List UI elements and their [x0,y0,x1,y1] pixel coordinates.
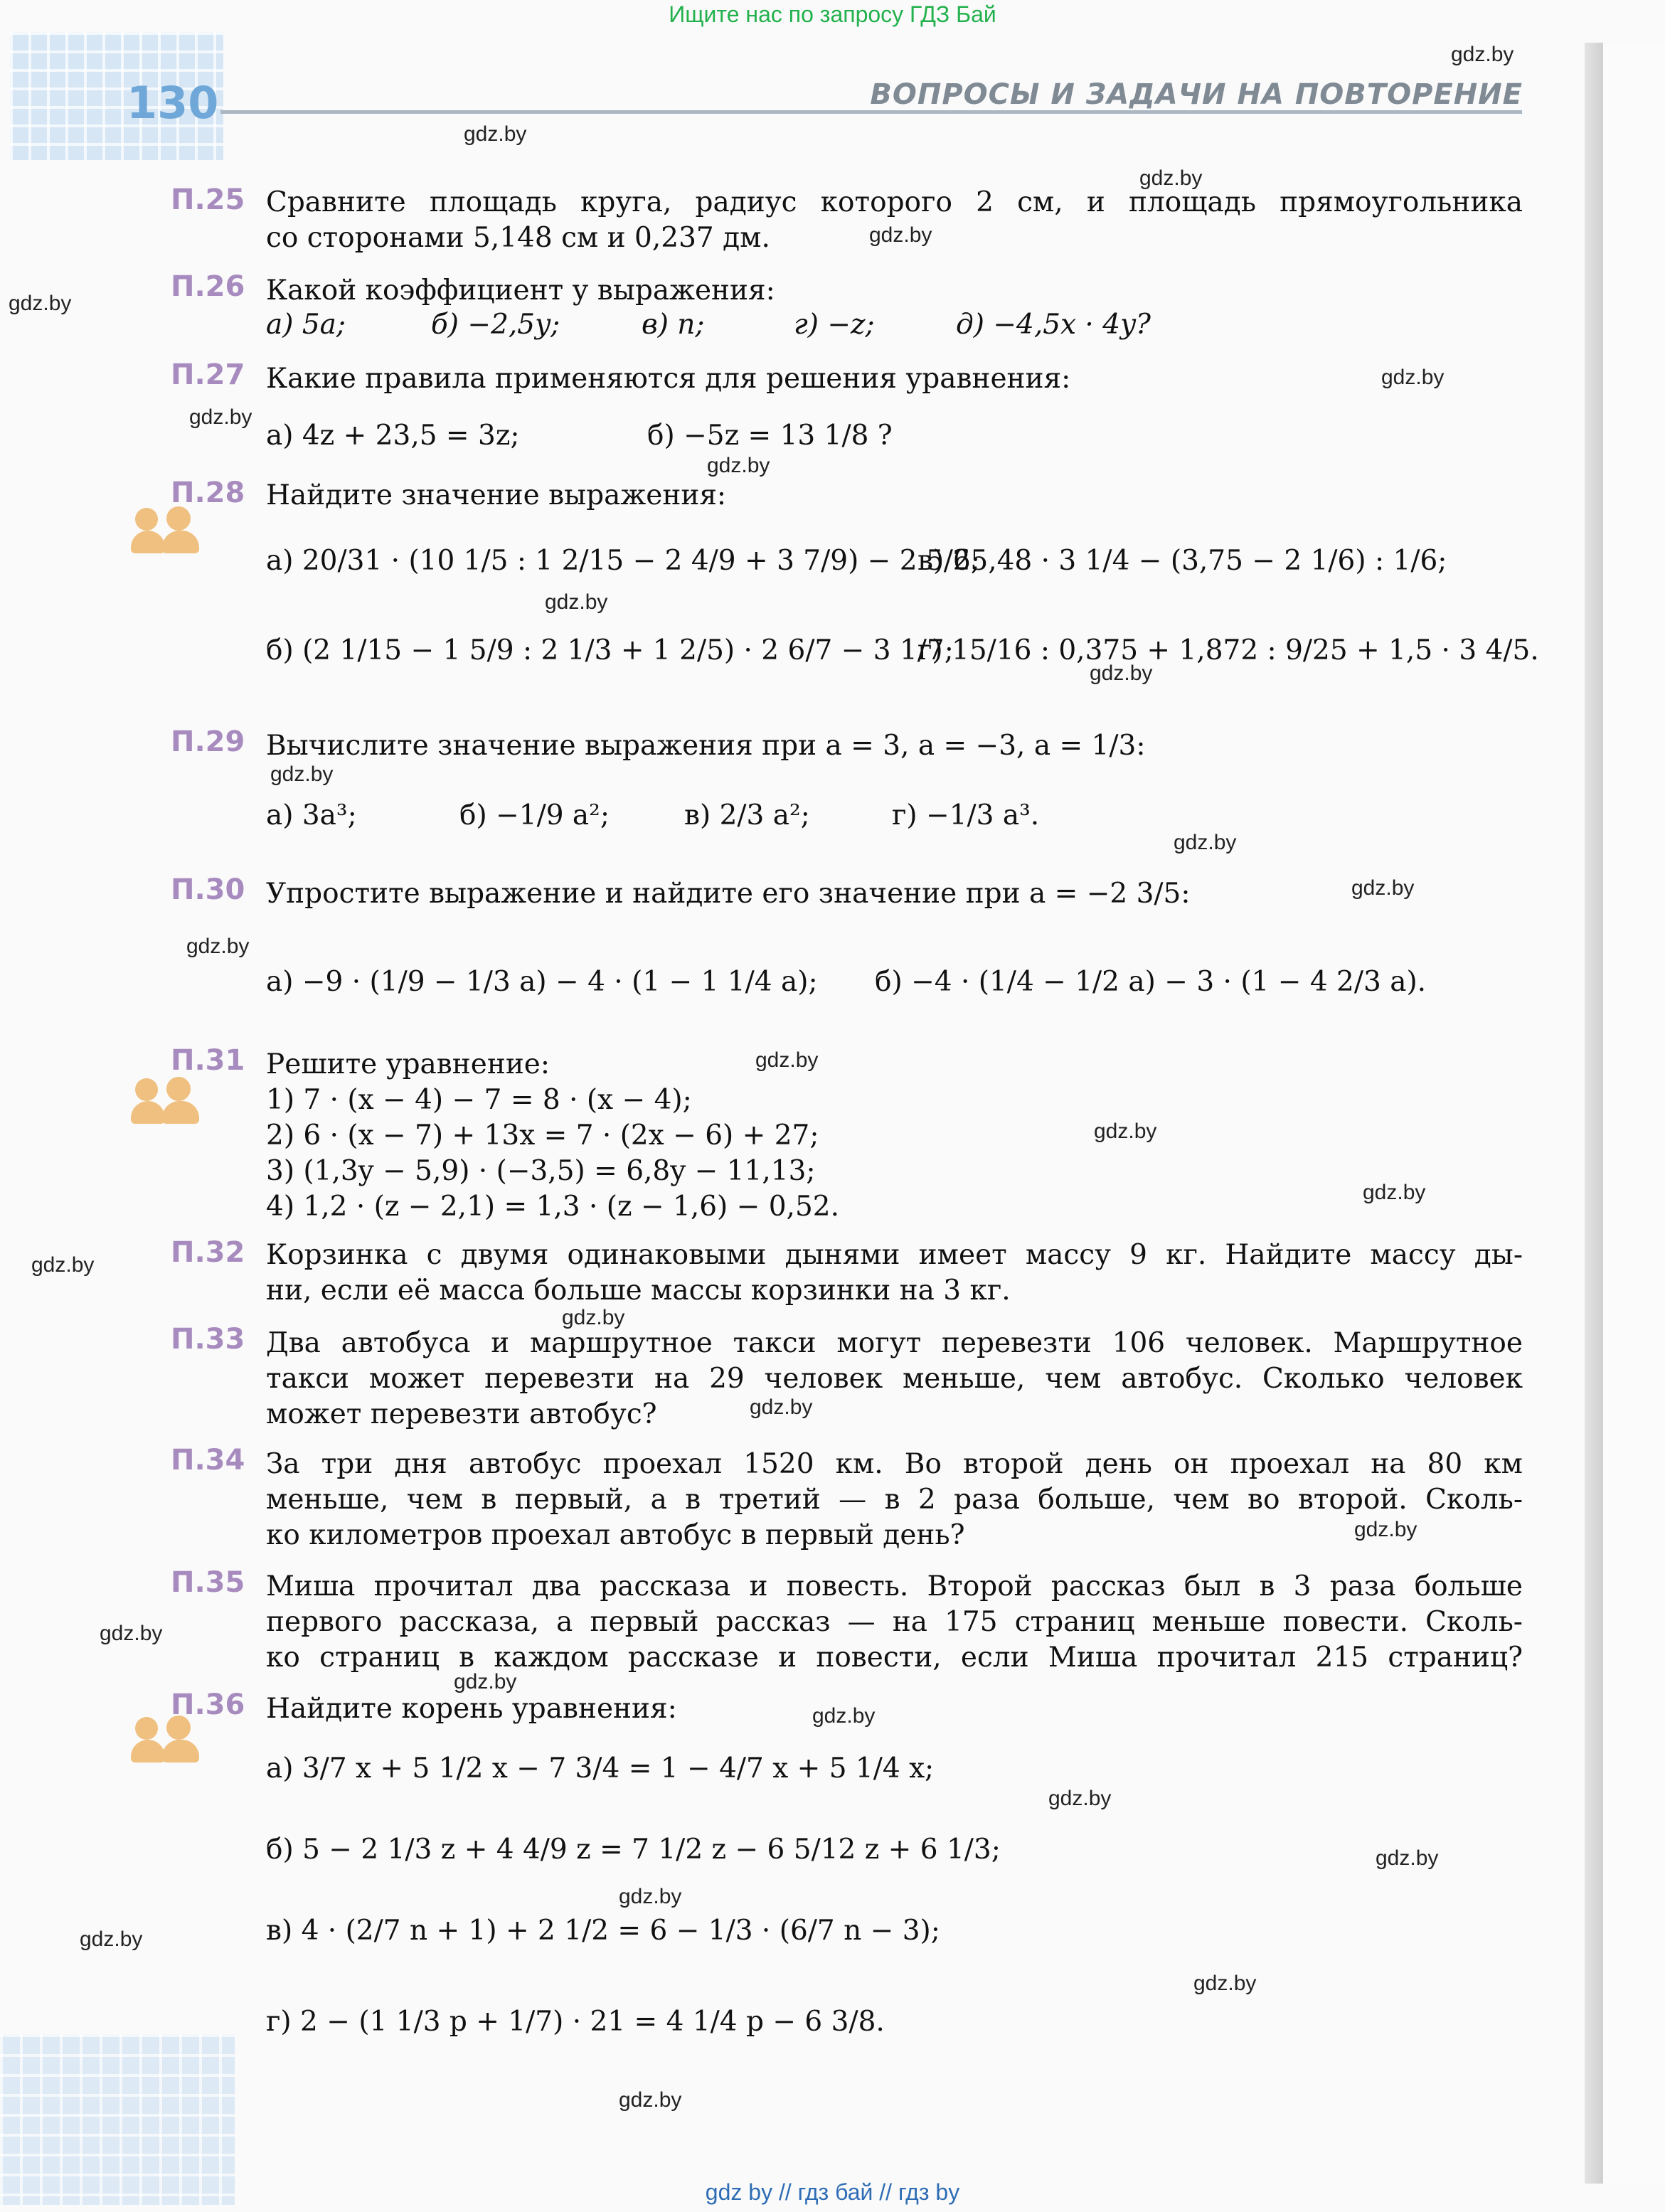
problem-text: может перевезти автобус? [266,1398,657,1430]
problem-text: Какие правила применяются для решения уравнения: [266,363,1071,395]
watermark: gdz.by [1094,1120,1157,1143]
problem-number: П.27 [171,358,245,391]
equation-3: 3) (1,3y − 5,9) · (−3,5) = 6,8y − 11,13; [266,1155,816,1187]
expression-b: б) (2 1/15 − 1 5/9 : 2 1/3 + 1 2/5) · 2 6/7 − 3 1/7; [266,634,954,666]
equation-a: а) 4z + 23,5 = 3z; [266,420,520,452]
problem-text: меньше, чем в первый, а в третий — в 2 раза больше, чем во второй. Сколь- [266,1484,1523,1516]
page-edge-shadow [1585,43,1603,2184]
bottom-note: gdz by // гдз бай // гдз by [705,2179,960,2205]
problem-number: П.31 [171,1044,245,1077]
problem-text: Найдите корень уравнения: [266,1693,677,1725]
problem-text: Корзинка с двумя одинаковыми дынями имеет массу 9 кг. Найдите массу ды- [266,1239,1523,1271]
problem-number: П.34 [171,1444,245,1477]
watermark: gdz.by [1174,831,1237,854]
top-note: Ищите нас по запросу ГДЗ Бай [669,1,996,27]
watermark: gdz.by [812,1704,876,1728]
problem-text: со сторонами 5,148 см и 0,237 дм. [266,222,770,254]
watermark: gdz.by [454,1670,517,1693]
watermark: gdz.by [1451,43,1514,66]
equation-a: а) 3/7 x + 5 1/2 x − 7 3/4 = 1 − 4/7 x + 5 1/4 x; [266,1753,935,1785]
problem-text: Найдите значение выражения: [266,479,727,511]
problem-text: Решите уравнение: [266,1048,550,1080]
equation-b: б) −5z = 13 1/8 ? [647,420,893,452]
page-header: ВОПРОСЫ И ЗАДАЧИ НА ПОВТОРЕНИЕ [870,78,1523,111]
watermark: gdz.by [1193,1972,1257,1995]
watermark: gdz.by [1351,876,1415,900]
option-c: в) 2/3 a²; [684,799,810,831]
watermark: gdz.by [1376,1846,1439,1870]
problem-number: П.26 [171,270,245,303]
problem-number: П.36 [171,1689,245,1721]
problem-text: За три дня автобус проехал 1520 км. Во второй день он проехал на 80 км [266,1448,1523,1480]
watermark: gdz.by [1354,1518,1417,1541]
option-c: в) n; [642,309,705,341]
problem-number: П.35 [171,1566,245,1599]
option-b: б) −2,5y; [431,309,560,341]
watermark: gdz.by [270,762,334,786]
watermark: gdz.by [189,405,252,429]
expression-a: а) −9 · (1/9 − 1/3 a) − 4 · (1 − 1 1/4 a); [266,966,818,998]
watermark: gdz.by [464,122,527,146]
problem-text: Два автобуса и маршрутное такси могут перевезти 106 человек. Маршрутное [266,1327,1523,1359]
problem-text: ко страниц в каждом рассказе и повести, если Миша прочитал 215 страниц? [266,1642,1523,1674]
watermark: gdz.by [1139,166,1203,190]
problem-text: ко километров проехал автобус в первый день? [266,1519,965,1551]
problem-text: Сравните площадь круга, радиус которого 2 см, и площадь прямоугольника [266,186,1523,218]
watermark: gdz.by [31,1253,95,1277]
problem-number: П.29 [171,725,245,758]
watermark: gdz.by [619,1885,682,1908]
expression-b: б) −4 · (1/4 − 1/2 a) − 3 · (1 − 4 2/3 a). [875,966,1427,998]
watermark: gdz.by [1381,366,1445,389]
option-e: д) −4,5x · 4y? [956,309,1151,341]
problem-text: Вычислите значение выражения при a = 3, a = −3, a = 1/3: [266,730,1146,762]
group-work-icon [131,1074,202,1125]
equation-b: б) 5 − 2 1/3 z + 4 4/9 z = 7 1/2 z − 6 5/12 z + 6 1/3; [266,1834,1001,1866]
expression-a: а) 20/31 · (10 1/5 : 1 2/15 − 2 4/9 + 3 7/9) − 2 5/6; [266,545,980,577]
group-work-icon [131,504,202,555]
watermark: gdz.by [1090,661,1153,685]
page-margin [1603,43,1665,2184]
equation-4: 4) 1,2 · (z − 2,1) = 1,3 · (z − 1,6) − 0,52. [266,1191,839,1223]
watermark: gdz.by [562,1306,625,1329]
problem-number: П.25 [171,184,245,216]
watermark: gdz.by [80,1927,143,1951]
problem-text: такси может перевезти на 29 человек меньше, чем автобус. Сколько человек [266,1363,1523,1395]
problem-text: первого рассказа, а первый рассказ — на 175 страниц меньше повести. Сколь- [266,1606,1523,1638]
problem-text: Миша прочитал два рассказа и повесть. Второй рассказ был в 3 раза больше [266,1570,1523,1602]
watermark: gdz.by [186,935,250,958]
equation-d: г) 2 − (1 1/3 p + 1/7) · 21 = 4 1/4 p − 6 3/8. [266,2006,885,2038]
watermark: gdz.by [619,2088,682,2112]
watermark: gdz.by [100,1622,163,1645]
expression-d: г) 15/16 : 0,375 + 1,872 : 9/25 + 1,5 · 3 4/5. [917,634,1539,666]
option-d: г) −1/3 a³. [892,799,1040,831]
watermark: gdz.by [755,1048,819,1072]
option-b: б) −1/9 a²; [459,799,610,831]
watermark: gdz.by [750,1395,813,1419]
watermark: gdz.by [869,223,932,247]
equation-1: 1) 7 · (x − 4) − 7 = 8 · (x − 4); [266,1084,692,1116]
equation-2: 2) 6 · (x − 7) + 13x = 7 · (2x − 6) + 27; [266,1120,819,1152]
problem-number: П.28 [171,477,245,509]
problem-number: П.33 [171,1323,245,1356]
equation-c: в) 4 · (2/7 n + 1) + 2 1/2 = 6 − 1/3 · (6/7 n − 3); [266,1915,940,1947]
problem-text: Упростите выражение и найдите его значение при a = −2 3/5: [266,878,1191,910]
watermark: gdz.by [1363,1181,1426,1204]
problem-text: ни, если её масса больше массы корзинки на 3 кг. [266,1275,1011,1307]
watermark: gdz.by [1048,1787,1112,1810]
problem-number: П.32 [171,1236,245,1269]
watermark: gdz.by [9,292,72,315]
page-number: 130 [127,77,219,129]
option-a: а) 5a; [266,309,346,341]
watermark: gdz.by [545,590,608,614]
watermark: gdz.by [707,454,770,477]
option-d: г) −z; [794,309,875,341]
problem-number: П.30 [171,873,245,906]
expression-c: в) 25,48 · 3 1/4 − (3,75 − 2 1/6) : 1/6; [917,545,1447,577]
problem-text: Какой коэффициент у выражения: [266,275,775,307]
option-a: а) 3a³; [266,799,357,831]
